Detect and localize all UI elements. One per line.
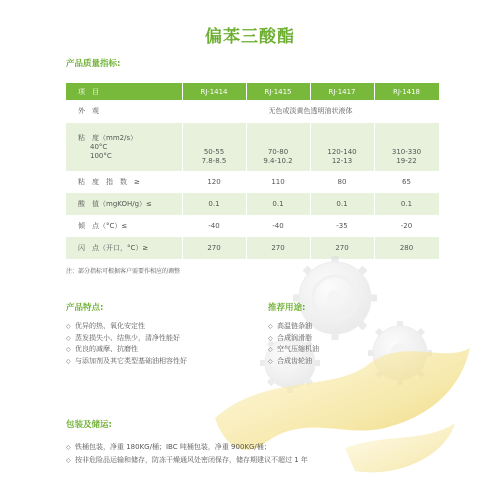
diamond-bullet-icon: ◇ xyxy=(66,457,71,464)
diamond-bullet-icon: ◇ xyxy=(268,357,273,365)
spec-table xyxy=(66,83,440,259)
viscosity-40-value: 120-140 xyxy=(327,148,357,156)
use-text: 空气压缩机油 xyxy=(277,345,319,353)
table-cell: 65 xyxy=(374,171,439,193)
viscosity-40-value: 50-55 xyxy=(203,148,225,156)
header-item: 项 目 xyxy=(66,83,182,100)
table-cell: 80 xyxy=(310,171,374,193)
uses-heading: 推荐用途: xyxy=(268,303,306,313)
list-item xyxy=(66,321,187,333)
row-label: 酸 值（mgKOH/g）≤ xyxy=(66,193,182,215)
viscosity-sub-40: 40°C xyxy=(90,142,108,151)
table-cell: -40 xyxy=(182,215,246,237)
table-cell: 270 xyxy=(310,237,374,259)
packaging-list xyxy=(66,441,308,467)
table-cell: 110 xyxy=(246,171,310,193)
diamond-bullet-icon: ◇ xyxy=(66,357,71,365)
features-heading: 产品特点: xyxy=(66,303,104,313)
table-note: 注：部分指标可根据客户需要作相应的调整 xyxy=(66,268,181,275)
packaging-text: 按非危险品运输和储存，防冻干燥通风处密闭保存，储存期建议不超过 1 年 xyxy=(75,456,308,464)
diamond-bullet-icon: ◇ xyxy=(268,323,273,330)
viscosity-cell xyxy=(374,123,439,171)
table-cell: 270 xyxy=(246,237,310,259)
table-cell: 0.1 xyxy=(374,193,439,215)
viscosity-sub-100: 100°C xyxy=(90,151,112,160)
appearance-value: 无色或淡黄色透明油状液体 xyxy=(182,100,439,123)
viscosity-cell xyxy=(310,123,374,171)
packaging-text: 铁桶包装，净重 180KG/桶；IBC 吨桶包装，净重 900KG/桶； xyxy=(75,443,271,451)
page-title: 偏苯三酸酯 xyxy=(205,27,295,47)
feature-text: 与添加剂及其它类型基础油相容性好 xyxy=(75,356,187,365)
list-item xyxy=(66,344,187,356)
table-cell: -35 xyxy=(310,215,374,237)
list-item xyxy=(66,333,187,345)
table-cell: 0.1 xyxy=(182,193,246,215)
viscosity-cell xyxy=(246,123,310,171)
use-text: 高温链条油 xyxy=(277,322,312,330)
viscosity-40-value: 70-80 xyxy=(267,148,289,156)
table-row-appearance xyxy=(66,100,439,123)
use-text: 合成润滑脂 xyxy=(277,333,312,342)
use-text: 合成齿轮油 xyxy=(277,356,312,365)
list-item xyxy=(268,333,319,345)
list-item xyxy=(268,344,319,356)
viscosity-label-cell xyxy=(66,123,182,171)
diamond-bullet-icon: ◇ xyxy=(66,323,71,330)
table-cell: 0.1 xyxy=(310,193,374,215)
table-cell: -40 xyxy=(246,215,310,237)
feature-text: 优良的减摩、抗磨性 xyxy=(75,345,138,353)
table-cell: 120 xyxy=(182,171,246,193)
viscosity-100-value: 19-22 xyxy=(396,157,417,165)
diamond-bullet-icon: ◇ xyxy=(268,334,273,342)
list-item xyxy=(268,356,319,368)
row-label: 粘 度 指 数 ≥ xyxy=(66,171,182,193)
viscosity-100-value: 12-13 xyxy=(331,157,353,165)
row-label: 闪 点（开口，°C）≥ xyxy=(66,237,182,259)
table-cell: 270 xyxy=(182,237,246,259)
table-row-pour-point xyxy=(66,215,439,237)
table-header-row xyxy=(66,83,439,100)
packaging-heading: 包装及储运: xyxy=(66,420,112,430)
viscosity-40-value: 310-330 xyxy=(391,148,422,156)
diamond-bullet-icon: ◇ xyxy=(66,444,71,451)
header-rj-1418: RJ-1418 xyxy=(374,83,439,100)
list-item xyxy=(66,454,308,467)
table-cell: 0.1 xyxy=(246,193,310,215)
feature-text: 优异的热、氧化安定性 xyxy=(75,322,145,330)
table-row-viscosity-index xyxy=(66,171,439,193)
list-item xyxy=(66,441,308,454)
table-cell: 280 xyxy=(374,237,439,259)
viscosity-100-value: 9.4-10.2 xyxy=(263,157,293,165)
table-row-viscosity xyxy=(66,123,439,171)
diamond-bullet-icon: ◇ xyxy=(66,346,71,353)
viscosity-label: 粘 度（mm2/s） xyxy=(78,133,138,142)
uses-list xyxy=(268,321,319,367)
table-row-acid-value xyxy=(66,193,439,215)
header-rj-1415: RJ-1415 xyxy=(246,83,310,100)
row-label: 倾 点（°C）≤ xyxy=(66,215,182,237)
features-list xyxy=(66,321,187,367)
viscosity-cell xyxy=(182,123,246,171)
header-rj-1414: RJ-1414 xyxy=(182,83,246,100)
feature-text: 蒸发损失小、结焦少，清净性能好 xyxy=(75,333,180,342)
table-cell: -20 xyxy=(374,215,439,237)
header-rj-1417: RJ-1417 xyxy=(310,83,374,100)
quality-section-heading: 产品质量指标: xyxy=(66,59,121,69)
diamond-bullet-icon: ◇ xyxy=(268,346,273,353)
list-item xyxy=(268,321,319,333)
list-item xyxy=(66,356,187,368)
appearance-label: 外 观 xyxy=(66,100,182,123)
viscosity-100-value: 7.8-8.5 xyxy=(201,157,227,165)
diamond-bullet-icon: ◇ xyxy=(66,334,71,342)
